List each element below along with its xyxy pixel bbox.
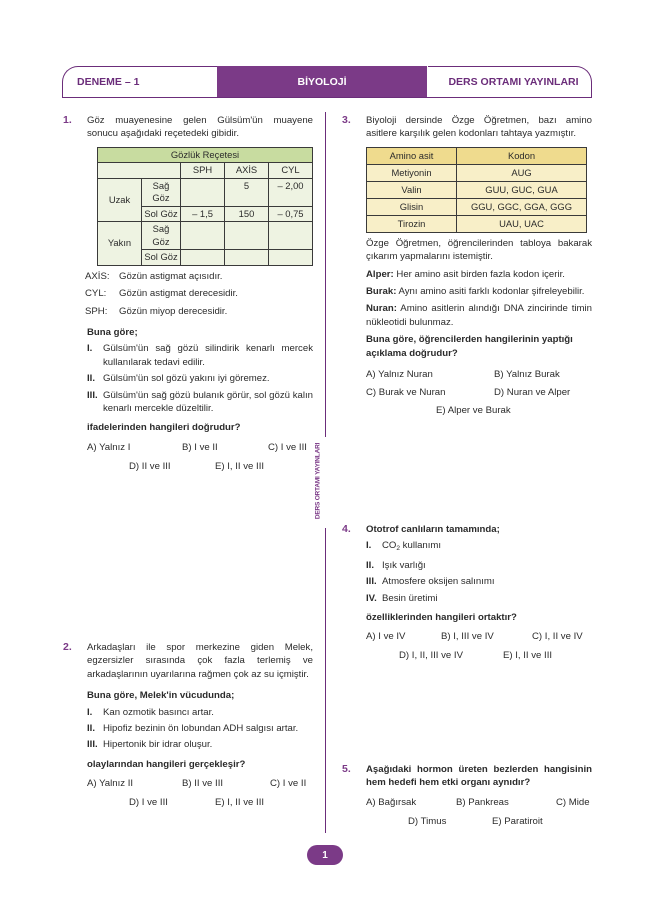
item-text: Gülsüm'ün sağ gözü bulanık görür, sol gözü kalın kenarlı mercekle düzeltilir. [103,389,313,415]
roman-num: III. [87,739,98,751]
cell [225,222,269,250]
definitions [85,270,313,318]
cell [181,250,225,266]
exam-label-text: DENEME – 1 [77,76,140,88]
statement-alper [366,268,592,281]
column-divider-bottom [325,528,326,833]
row-group-label: Yakın [98,222,142,266]
col-header: AXİS [225,163,269,179]
question-number: 4. [342,523,351,535]
cell [269,250,313,266]
eye-label: Sağ Göz [142,222,181,250]
cell [269,222,313,250]
item-text: Gülsüm'ün sol gözü yakını iyi göremez. [103,373,270,385]
item-text: Işık varlığı [382,559,426,571]
option-a[interactable]: A) Yalnız II [87,778,134,790]
question-number: 1. [63,114,72,126]
option-b[interactable]: B) Pankreas [456,796,509,808]
answer-options [87,777,313,815]
def-key: CYL: [85,288,107,300]
row-group-label: Uzak [98,178,142,222]
question-1 [63,114,313,479]
item-text: Hipofiz bezinin ön lobundan ADH salgısı artar. [103,723,299,735]
option-c[interactable]: C) Burak ve Nuran [366,387,446,399]
col-header: Amino asit [367,147,457,164]
column-divider-top [325,112,326,437]
cell: 5 [225,178,269,206]
side-publisher-label [311,440,325,522]
question-5 [342,763,592,834]
question-stem: Aşağıdaki hormon üreten bezlerden hangisinin hem hedefi hem etki organı aynıdır? [366,764,592,789]
roman-num: I. [87,706,93,718]
roman-num: II. [366,559,374,571]
roman-num: I. [87,343,93,355]
def-key: SPH: [85,305,108,317]
publisher-label [428,66,592,98]
option-a[interactable]: A) I ve IV [366,631,406,643]
cell: – 0,75 [269,206,313,222]
option-c[interactable]: C) I, II ve IV [532,631,583,643]
answer-options [366,796,592,834]
student-name: Nuran: [366,303,397,315]
option-a[interactable]: A) Yalnız I [87,441,131,453]
codons: GGU, GGC, GGA, GGG [457,198,587,215]
amino-acid: Glisin [367,198,457,215]
question-prompt: olaylarından hangileri gerçekleşir? [87,758,246,770]
option-a[interactable]: A) Yalnız Nuran [366,369,433,381]
statement-nuran [366,302,592,329]
option-e[interactable]: E) I, II ve III [503,650,553,662]
statement-text: Her amino asit birden fazla kodon içerir. [396,268,565,280]
col-header: Kodon [457,147,587,164]
roman-num: I. [366,540,372,552]
cell [181,222,225,250]
col-header: CYL [269,163,313,179]
def-key: AXİS: [85,270,110,282]
item-text: Gülsüm'ün sağ gözü silindirik kenarlı mercek kullanılarak tedavi edilir. [103,343,313,368]
roman-num: III. [87,389,98,401]
cell [225,250,269,266]
roman-num: II. [87,373,95,385]
lead-text: Buna göre, Melek'in vücudunda; [87,690,235,702]
lead-text: Buna göre; [87,327,138,339]
option-c[interactable]: C) I ve II [270,778,307,790]
question-stem: Ototrof canlıların tamamında; [366,524,500,535]
question-prompt: Buna göre, öğrencilerden hangilerinin yaptığı açıklama doğrudur? [366,334,573,359]
question-number: 2. [63,641,72,653]
option-c[interactable]: C) Mide [556,796,590,808]
statement-text: Aynı amino asiti farklı kodonlar şifreleyebilir. [398,286,585,298]
roman-num: IV. [366,592,377,604]
cell: – 1,5 [181,206,225,222]
statement-burak [366,285,592,298]
roman-num: III. [366,576,377,588]
option-b[interactable]: B) I ve II [182,441,218,453]
def-text: Gözün astigmat açısıdır. [119,270,223,282]
item-text: Hipertonik bir idrar oluşur. [103,739,213,751]
item-text [382,539,592,555]
page-number: 1 [322,849,328,861]
eye-label: Sol Göz [142,206,181,222]
publisher-label-text: DERS ORTAMI YAYINLARI [448,76,579,88]
option-a[interactable]: A) Bağırsak [366,796,417,808]
codons: AUG [457,164,587,181]
table-title: Gözlük Reçetesi [98,147,313,163]
question-stem: Biyoloji dersinde Özge Öğretmen, bazı amino asitlere karşılık gelen kodonları tahtaya yazmıştır. [366,115,592,140]
statement-text: Amino asitlerin alındığı DNA zincirinde timin nükleotidi bulunmaz. [366,303,592,328]
question-stem: Arkadaşları ile spor merkezine giden Melek, egzersizler sırasında çok fazla terlemiş ve arkadaşlarının uyarılarına rağmen çok az su içmiştir. [87,642,313,680]
option-b[interactable]: B) I, III ve IV [441,631,494,643]
option-e[interactable]: E) Alper ve Burak [436,405,511,417]
question-4 [342,523,592,668]
answer-options [87,441,313,479]
subject-label [217,66,427,98]
question-3 [342,114,592,424]
option-e[interactable]: E) I, II ve III [215,460,265,472]
formula-subscript: 2 [396,545,401,553]
amino-acid: Valin [367,181,457,198]
answer-options [366,368,592,424]
amino-acid: Metiyonin [367,164,457,181]
option-e[interactable]: E) I, II ve III [215,797,265,809]
option-b[interactable]: B) II ve III [182,778,224,790]
option-d[interactable]: D) I, II, III ve IV [399,650,463,662]
codon-table [366,147,587,233]
question-2 [63,641,313,815]
def-text: Gözün miyop derecesidir. [119,305,228,317]
question-stem: Göz muayenesine gelen Gülsüm'ün muayene sonucu aşağıdaki reçetedeki gibidir. [87,115,313,140]
item-text: Besin üretimi [382,592,438,604]
formula-co: CO [382,540,397,552]
option-d[interactable]: D) Timus [408,815,447,827]
amino-acid: Tirozin [367,215,457,232]
option-e[interactable]: E) Paratiroit [492,815,543,827]
option-d[interactable]: D) II ve III [129,460,171,472]
question-number: 5. [342,763,351,775]
answer-options [366,630,592,668]
question-prompt: ifadelerinden hangileri doğrudur? [87,422,241,434]
question-prompt: özelliklerinden hangileri ortaktır? [366,612,517,624]
page-number-badge [307,845,343,865]
option-b[interactable]: B) Yalnız Burak [494,369,560,381]
cell [181,178,225,206]
eye-label: Sağ Göz [142,178,181,206]
option-c[interactable]: C) I ve III [268,441,307,453]
item-text: Atmosfere oksijen salınımı [382,576,495,588]
option-d[interactable]: D) Nuran ve Alper [494,387,571,399]
option-d[interactable]: D) I ve III [129,797,168,809]
cell: 150 [225,206,269,222]
subject-label-text: BİYOLOJİ [297,76,347,88]
item-suffix: kullanımı [400,540,442,552]
codons: GUU, GUC, GUA [457,181,587,198]
item-text: Kan ozmotik basıncı artar. [103,706,214,718]
col-header: SPH [181,163,225,179]
intro-text: Özge Öğretmen, öğrencilerinden tabloya bakarak çıkarım yapmalarını istemiştir. [366,237,592,263]
cell: – 2,00 [269,178,313,206]
codons: UAU, UAC [457,215,587,232]
exam-label [62,66,219,98]
side-publisher-text: DERS ORTAMI YAYINLARI [314,442,322,520]
student-name: Alper: [366,268,394,280]
prescription-table [97,147,313,266]
question-number: 3. [342,114,351,126]
def-text: Gözün astigmat derecesidir. [119,288,238,300]
student-name: Burak: [366,286,397,298]
eye-label: Sol Göz [142,250,181,266]
header-rule [62,97,592,98]
roman-num: II. [87,723,95,735]
